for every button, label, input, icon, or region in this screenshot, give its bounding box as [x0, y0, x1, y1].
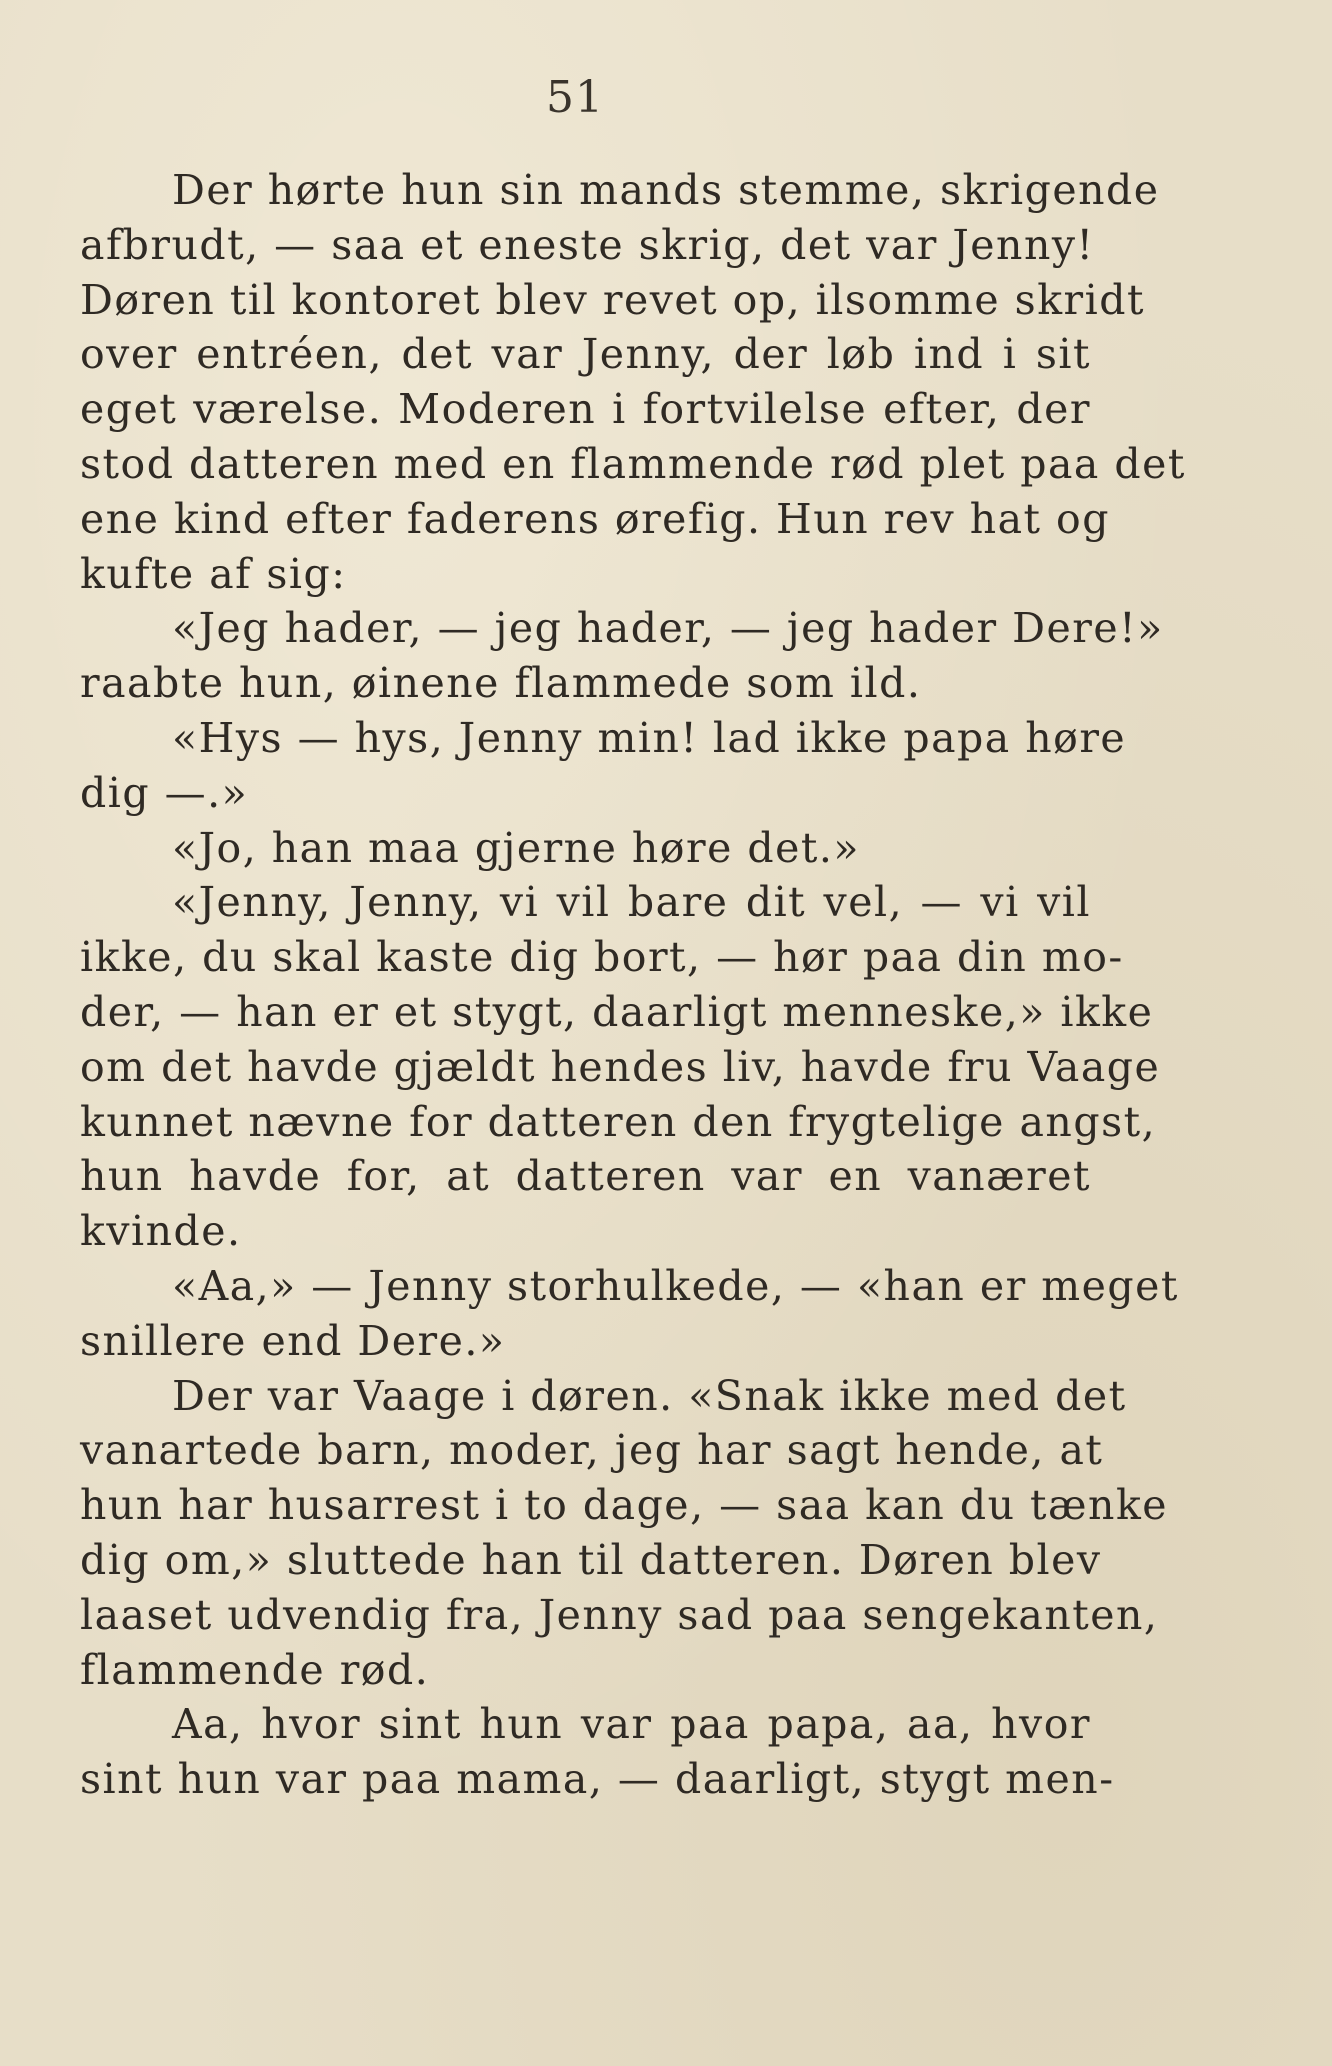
- text-line: vanartede barn, moder, jeg har sagt hende, at: [80, 1426, 1104, 1475]
- text-line: raabte hun, øinene flammede som ild.: [80, 659, 922, 708]
- text-line: kufte af sig:: [80, 549, 347, 598]
- text-line: dig —.»: [80, 768, 249, 817]
- text-line: ikke, du skal kaste dig bort, — hør paa din mo-: [80, 933, 1124, 982]
- text-line: stod datteren med en flammende rød plet paa det: [80, 439, 1186, 488]
- text-line: dig om,» sluttede han til datteren. Døren blev: [80, 1535, 1102, 1584]
- text-line: hun havde for, at datteren var en vanæret: [80, 1152, 1091, 1201]
- text-line: Døren til kontoret blev revet op, ilsomme skridt: [80, 275, 1145, 324]
- text-line: Aa, hvor sint hun var paa papa, aa, hvor: [172, 1700, 1091, 1749]
- text-line: Der var Vaage i døren. «Snak ikke med det: [172, 1371, 1127, 1420]
- page-number: 51: [546, 72, 604, 123]
- text-line: kunnet nævne for datteren den frygtelige angst,: [80, 1097, 1157, 1146]
- text-line: eget værelse. Moderen i fortvilelse efter, der: [80, 385, 1091, 434]
- text-line: flammende rød.: [80, 1645, 430, 1694]
- text-line: snillere end Dere.»: [80, 1316, 506, 1365]
- text-line: «Hys — hys, Jenny min! lad ikke papa høre: [172, 713, 1127, 762]
- text-line: om det havde gjældt hendes liv, havde fru Vaage: [80, 1042, 1161, 1091]
- text-line: kvinde.: [80, 1207, 242, 1256]
- text-line: laaset udvendig fra, Jenny sad paa sengekanten,: [80, 1590, 1159, 1639]
- text-line: «Jo, han maa gjerne høre det.»: [172, 823, 860, 872]
- text-line: ene kind efter faderens ørefig. Hun rev hat og: [80, 494, 1110, 543]
- text-line: over entréen, det var Jenny, der løb ind i sit: [80, 330, 1091, 379]
- text-line: Der hørte hun sin mands stemme, skrigende: [172, 166, 1160, 214]
- text-line: «Jeg hader, — jeg hader, — jeg hader Dere!»: [172, 604, 1164, 653]
- text-line: hun har husarrest i to dage, — saa kan du tænke: [80, 1481, 1169, 1530]
- text-line: afbrudt, — saa et eneste skrig, det var Jenny!: [80, 220, 1095, 269]
- body-text: [80, 163, 1186, 1807]
- text-line: «Jenny, Jenny, vi vil bare dit vel, — vi vil: [172, 878, 1091, 927]
- text-line: sint hun var paa mama, — daarligt, stygt men-: [80, 1755, 1115, 1804]
- text-line: der, — han er et stygt, daarligt menneske,» ikke: [80, 987, 1154, 1036]
- text-line: «Aa,» — Jenny storhulkede, — «han er meget: [172, 1261, 1179, 1310]
